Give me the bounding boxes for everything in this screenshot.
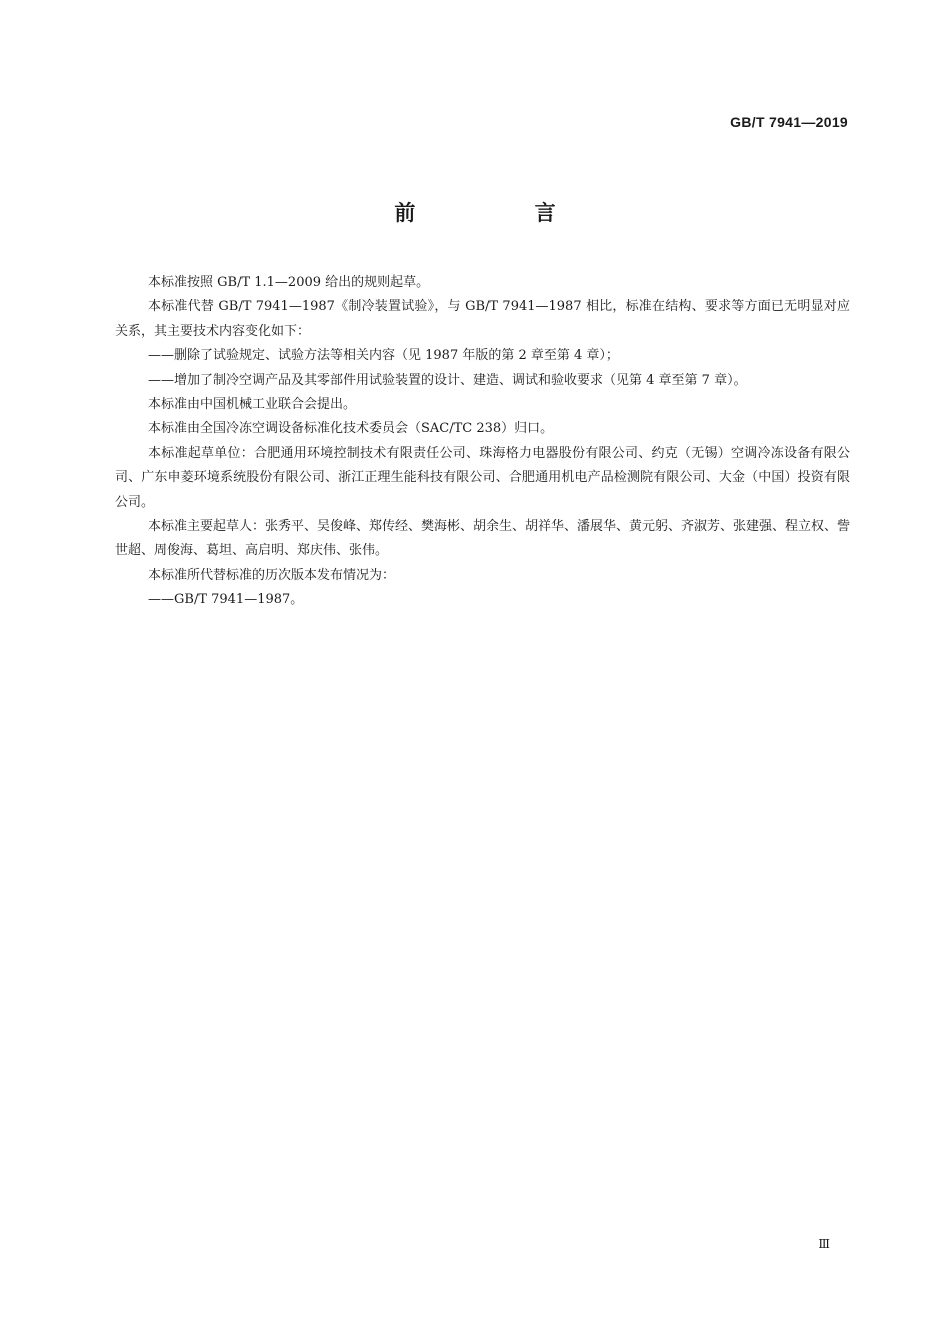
paragraph-committee: 本标准由全国冷冻空调设备标准化技术委员会（SAC/TC 238）归口。	[148, 421, 554, 437]
standard-code: GB/T 7941—2019	[730, 114, 848, 130]
change-item-added: ——增加了制冷空调产品及其零部件用试验装置的设计、建造、调试和验收要求（见第 4 章至第 7 章）。	[148, 372, 747, 388]
paragraph-proposer: 本标准由中国机械工业联合会提出。	[148, 397, 357, 413]
page-number: Ⅲ	[818, 1237, 830, 1251]
paragraph-drafting-rule: 本标准按照 GB/T 1.1—2009 给出的规则起草。	[148, 275, 430, 290]
page-title: 前 言	[394, 201, 612, 225]
paragraph-history-intro: 本标准所代替标准的历次版本发布情况为：	[148, 567, 396, 583]
paragraph-drafting-units: 本标准起草单位：合肥通用环境控制技术有限责任公司、珠海格力电器股份有限公司、约克（无锡）空调冷冻设备有限公司、广东申菱环境系统股份有限公司、浙江正理生能科技有限公司、合肥通用机电产品检测院有限公司、大金（中国）投资有限公司。	[115, 445, 850, 510]
document-body	[115, 271, 850, 613]
paragraph-replacement: 本标准代替 GB/T 7941—1987《制冷装置试验》，与 GB/T 7941—1987 相比，标准在结构、要求等方面已无明显对应关系，其主要技术内容变化如下：	[115, 299, 850, 339]
paragraph-drafters: 本标准主要起草人：张秀平、吴俊峰、郑传经、樊海彬、胡余生、胡祥华、潘展华、黄元躬、齐淑芳、张建强、程立权、訾世超、周俊海、葛坦、高启明、郑庆伟、张伟。	[115, 519, 851, 559]
change-item-deleted: ——删除了试验规定、试验方法等相关内容（见 1987 年版的第 2 章至第 4 章）；	[148, 348, 619, 364]
history-item: ——GB/T 7941—1987。	[148, 592, 304, 608]
